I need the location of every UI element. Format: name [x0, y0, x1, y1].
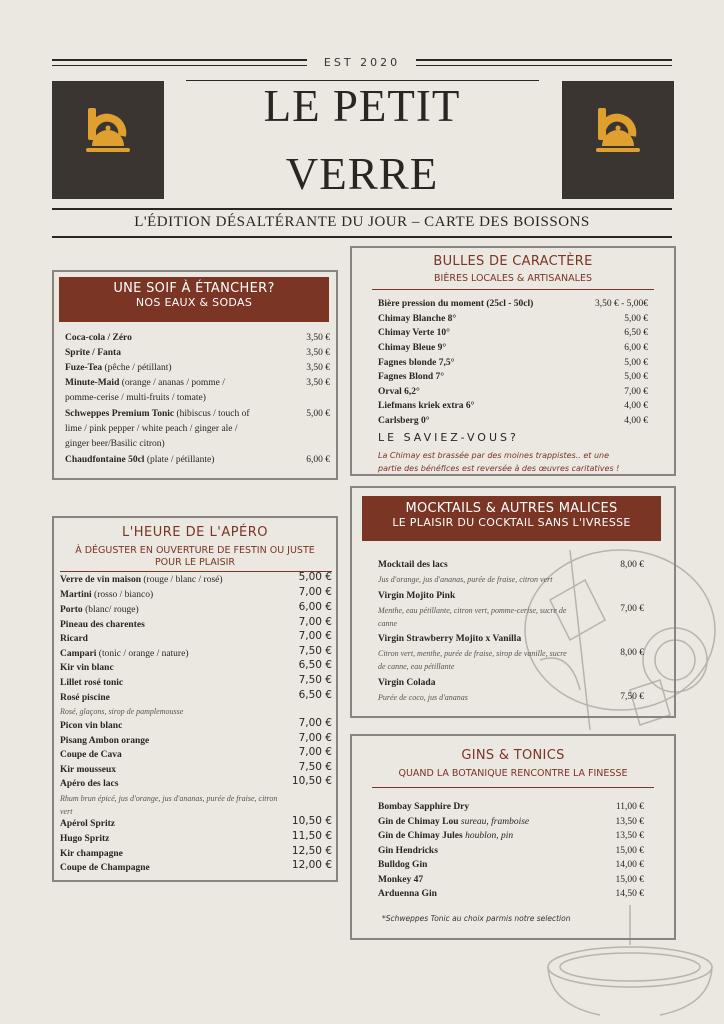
aperitif-item-name: Kir mousseux [60, 765, 117, 775]
aperitif-item-name: Hugo Spritz [60, 834, 110, 844]
beers-title: BULLES DE CARACTÈRE [433, 254, 593, 269]
softs-item [65, 453, 305, 468]
beers-item-price: 5,00 € [624, 358, 648, 368]
aperitif-item-desc: (rosso / bianco) [91, 590, 154, 600]
softs-item [65, 361, 305, 376]
aperitif-item [60, 719, 295, 734]
softs-item-desc: lime / pink pepper / white peach / ginger ale / [65, 424, 238, 434]
softs-item-name: Minute-Maid [65, 378, 120, 388]
rose-piscine-note: Rosé, glaçons, sirop de pamplemousse [60, 707, 184, 716]
gins-note: *Schweppes Tonic au choix parmis notre selection [382, 914, 571, 923]
beers-item-name: Bière pression du moment (25cl - 50cl) [378, 299, 534, 309]
aperitif-item-price: 11,50 € [291, 830, 332, 842]
aperitif-item-name: Apérol Spritz [60, 819, 115, 829]
cloche-b-logo-icon [592, 106, 644, 170]
softs-item [65, 331, 305, 346]
aperitif-item-price: 6,00 € [298, 601, 332, 613]
beers-item-name: Fagnes Blond 7° [378, 372, 445, 382]
beers-item-name: Orval 6,2° [378, 387, 420, 397]
apero-lacs-note-line2: vert [60, 807, 73, 816]
gins-item-price: 13,50 € [615, 831, 644, 841]
aperitif-item [60, 676, 295, 691]
aperitif-item [60, 632, 295, 647]
softs-title: UNE SOIF À ÉTANCHER? [113, 281, 275, 296]
aperitif-item [60, 618, 295, 633]
logo-left [52, 81, 164, 199]
gins-subtitle: QUAND LA BOTANIQUE RENCONTRE LA FINESSE [398, 768, 628, 779]
page-subtitle: L'ÉDITION DÉSALTÉRANTE DU JOUR – CARTE DES BOISSONS [134, 214, 590, 230]
aperitif-item-name: Pisang Ambon orange [60, 736, 150, 746]
mocktails-item-desc: Citron vert, menthe, purée de fraise, sirop de vanille, sucre [378, 649, 567, 658]
mocktails-title: MOCKTAILS & AUTRES MALICES [405, 501, 618, 516]
aperitif-item-name: Apéro des lacs [60, 779, 119, 789]
beers-subtitle: BIÈRES LOCALES & ARTISANALES [434, 273, 592, 284]
beers-item [378, 312, 588, 327]
aperitif-item-price: 7,00 € [298, 732, 332, 744]
aperitif-subtitle-line2: POUR LE PLAISIR [154, 557, 236, 568]
mocktails-item-name: Virgin Colada [378, 678, 436, 688]
softs-item-desc: ginger beer/Basilic citron) [65, 439, 165, 449]
beers-item [378, 356, 588, 371]
cloche-b-logo-icon [82, 106, 134, 170]
logo-right [562, 81, 674, 199]
aperitif-item [60, 777, 295, 792]
gins-item [378, 873, 618, 888]
softs-item [65, 422, 305, 437]
softs-item [65, 376, 305, 391]
aperitif-item-name: Verre de vin maison [60, 575, 142, 585]
beers-item-price: 3,50 € - 5,00€ [594, 299, 648, 309]
softs-item [65, 391, 305, 406]
aperitif-item-name: Coupe de Champagne [60, 863, 150, 873]
softs-item-desc: pomme-cerise / multi-fruits / tomate) [65, 393, 206, 403]
aperitif-item-name: Martini [60, 590, 92, 600]
subtitle-bottom-rule [52, 236, 672, 238]
softs-item-name: Coca-cola / Zéro [65, 333, 132, 343]
beers-item [378, 414, 588, 429]
gins-item-name: Gin Hendricks [378, 846, 438, 856]
fact-line2: partie des bénéfices est reversée à des œuvres caritatives ! [378, 464, 620, 473]
beers-item-name: Chimay Blanche 8° [378, 314, 457, 324]
mocktails-item-desc: Menthe, eau pétillante, citron vert, pomme-cerise, sucre de [378, 606, 567, 615]
aperitif-item [60, 573, 295, 588]
aperitif-item-price: 7,00 € [298, 616, 332, 628]
gins-item [378, 844, 618, 859]
gins-item-name: Gin de Chimay Lou [378, 817, 459, 827]
page-title-line2: VERRE [285, 149, 439, 199]
gins-rule [372, 787, 654, 788]
softs-item-price: 3,50 € [306, 333, 330, 343]
gins-item-name: Bulldog Gin [378, 860, 428, 870]
aperitif-item-name: Ricard [60, 634, 88, 644]
beers-item [378, 326, 588, 341]
beers-item-price: 5,00 € [624, 372, 648, 382]
aperitif-item-price: 7,00 € [298, 630, 332, 642]
beers-item-price: 5,00 € [624, 314, 648, 324]
mocktails-item-desc: Purée de coco, jus d'ananas [378, 693, 468, 702]
aperitif-item-name: Rosé piscine [60, 693, 110, 703]
aperitif-subtitle-line1: À DÉGUSTER EN OUVERTURE DE FESTIN OU JUSTE [75, 545, 315, 556]
aperitif-item [60, 647, 295, 662]
mocktails-item [378, 632, 618, 647]
aperitif-item-desc: (rouge / blanc / rosé) [141, 575, 223, 585]
beers-item-price: 7,00 € [624, 387, 648, 397]
softs-item-name: Sprite / Fanta [65, 348, 121, 358]
beers-item-name: Liefmans kriek extra 6° [378, 401, 475, 411]
beers-item-name: Carlsberg 0° [378, 416, 430, 426]
mocktails-item-name: Virgin Strawberry Mojito x Vanilla [378, 634, 522, 644]
softs-item-price: 3,50 € [306, 378, 330, 388]
subtitle-top-rule [52, 208, 672, 210]
beers-item [378, 370, 588, 385]
aperitif-item-name: Pineau des charentes [60, 620, 145, 630]
aperitif-item [60, 861, 295, 876]
mocktails-banner [362, 496, 661, 541]
aperitif-item-name: Kir vin blanc [60, 663, 114, 673]
gins-item-price: 11,00 € [615, 802, 644, 812]
softs-subtitle: NOS EAUX & SODAS [135, 296, 253, 309]
aperitif-item-price: 10,50 € [291, 775, 332, 787]
gins-item [378, 858, 618, 873]
beers-item-price: 4,00 € [624, 401, 648, 411]
mocktails-item-name: Virgin Mojito Pink [378, 591, 456, 601]
gins-item-price: 14,00 € [615, 860, 644, 870]
gins-item-name: Bombay Sapphire Dry [378, 802, 470, 812]
aperitif-item-name: Lillet rosé tonic [60, 678, 124, 688]
mocktails-item-desc: Jus d'orange, jus d'ananas, purée de fraise, citron vert [378, 575, 553, 584]
aperitif-item-price: 6,50 € [298, 659, 332, 671]
beers-rule [372, 289, 654, 290]
aperitif-item-name: Coupe de Cava [60, 750, 122, 760]
aperitif-item-price: 5,00 € [298, 571, 332, 583]
softs-item-price: 5,00 € [306, 409, 330, 419]
mocktails-item-price: 8,00 € [620, 560, 644, 570]
beers-item-price: 4,00 € [624, 416, 648, 426]
softs-item-desc: (pêche / pétillant) [102, 363, 172, 373]
aperitif-item [60, 832, 295, 847]
gins-item-name: Monkey 47 [378, 875, 424, 885]
aperitif-item-name: Picon vin blanc [60, 721, 123, 731]
beers-item [378, 297, 588, 312]
beers-item-name: Fagnes blonde 7,5° [378, 358, 455, 368]
softs-item-desc: (hibiscus / touch of [174, 409, 250, 419]
softs-banner [59, 277, 329, 322]
aperitif-item-name: Campari [60, 649, 97, 659]
beers-item-price: 6,50 € [624, 328, 648, 338]
mocktails-item-name: Mocktail des lacs [378, 560, 448, 570]
aperitif-item-price: 7,00 € [298, 717, 332, 729]
gins-item-desc: sureau, framboise [458, 817, 530, 827]
softs-item-price: 6,00 € [306, 455, 330, 465]
aperitif-item [60, 847, 295, 862]
aperitif-item-price: 7,50 € [298, 674, 332, 686]
beers-item [378, 399, 588, 414]
beers-item [378, 341, 588, 356]
aperitif-item-price: 7,50 € [298, 645, 332, 657]
softs-item-name: Chaudfontaine 50cl [65, 455, 145, 465]
aperitif-item-price: 7,00 € [298, 746, 332, 758]
aperitif-title: L'HEURE DE L'APÉRO [121, 525, 269, 540]
gins-item-desc: houblon, pin [462, 831, 514, 841]
aperitif-item-price: 10,50 € [291, 815, 332, 827]
gins-item [378, 815, 618, 830]
gins-item-name: Gin de Chimay Jules [378, 831, 463, 841]
gins-item [378, 887, 618, 902]
aperitif-item-desc: (blanc/ rouge) [82, 605, 139, 615]
aperitif-item-price: 6,50 € [298, 689, 332, 701]
gins-item [378, 829, 618, 844]
aperitif-item [60, 661, 295, 676]
aperitif-item-desc: (tonic / orange / nature) [96, 649, 189, 659]
softs-item-desc: (orange / ananas / pomme / [119, 378, 225, 388]
gins-item-price: 14,50 € [615, 889, 644, 899]
gins-item-name: Arduenna Gin [378, 889, 437, 899]
aperitif-item-price: 7,00 € [298, 586, 332, 598]
gins-item [378, 800, 618, 815]
softs-item-price: 3,50 € [306, 363, 330, 373]
beers-item-name: Chimay Verte 10° [378, 328, 450, 338]
softs-item-desc: (plate / pétillante) [144, 455, 215, 465]
softs-item [65, 407, 305, 422]
mocktails-item-desc: canne [378, 619, 398, 628]
aperitif-item [60, 748, 295, 763]
softs-item [65, 437, 305, 452]
mocktails-item-price: 8,00 € [620, 648, 644, 658]
mocktails-item [378, 676, 618, 691]
softs-item-name: Fuze-Tea [65, 363, 103, 373]
gins-item-price: 15,00 € [615, 846, 644, 856]
softs-item-price: 3,50 € [306, 348, 330, 358]
page-title-line1: LE PETIT [263, 81, 461, 131]
established-label: EST 2020 [323, 56, 401, 69]
aperitif-item-price: 7,50 € [298, 761, 332, 773]
softs-item-name: Schweppes Premium Tonic [65, 409, 175, 419]
gins-title: GINS & TONICS [461, 748, 565, 763]
aperitif-item [60, 734, 295, 749]
aperitif-item [60, 588, 295, 603]
aperitif-item-name: Kir champagne [60, 849, 123, 859]
aperitif-item-price: 12,00 € [291, 859, 332, 871]
mocktails-item-price: 7,50 € [620, 692, 644, 702]
fact-title: LE SAVIEZ-VOUS? [378, 431, 519, 444]
aperitif-item [60, 763, 295, 778]
beers-item [378, 385, 588, 400]
beers-item-name: Chimay Bleue 9° [378, 343, 447, 353]
fact-line1: La Chimay est brassée par des moines trappistes.. et une [378, 451, 610, 460]
softs-item [65, 346, 305, 361]
aperitif-item [60, 817, 295, 832]
apero-lacs-note-line1: Rhum brun épicé, jus d'orange, jus d'ananas, purée de fraise, citron [60, 794, 278, 803]
mocktails-item-price: 7,00 € [620, 604, 644, 614]
mocktails-subtitle: LE PLAISIR DU COCKTAIL SANS L'IVRESSE [392, 516, 631, 529]
mocktails-item [378, 589, 618, 604]
aperitif-item [60, 603, 295, 618]
mocktails-item-desc: de canne, eau pétillante [378, 662, 455, 671]
aperitif-item-price: 12,50 € [291, 845, 332, 857]
gins-item-price: 13,50 € [615, 817, 644, 827]
gins-item-price: 15,00 € [615, 875, 644, 885]
beers-item-price: 6,00 € [624, 343, 648, 353]
aperitif-item [60, 691, 295, 706]
aperitif-item-name: Porto [60, 605, 83, 615]
